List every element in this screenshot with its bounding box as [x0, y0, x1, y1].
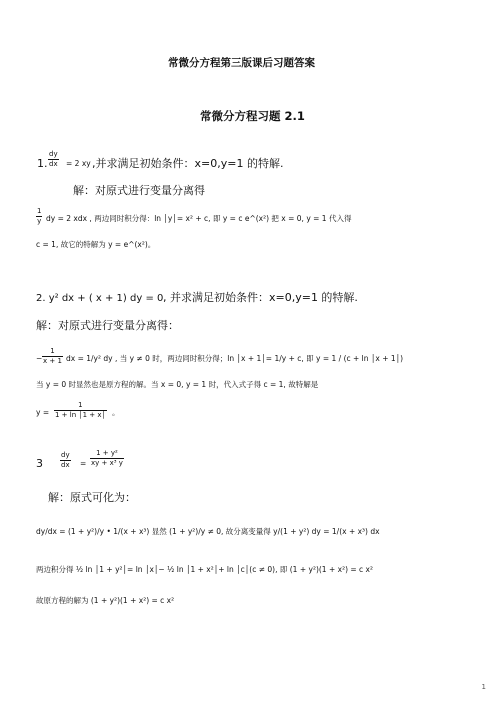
page-number: 1	[481, 683, 486, 691]
problem-3-derivative-denominator: dx	[61, 461, 70, 469]
problem-1-derivative	[48, 151, 59, 168]
problem-2-minus-sign: −	[36, 354, 43, 363]
problem-3-solution-line-3: 故原方程的解为 (1 + y²)(1 + x²) = c x²	[36, 596, 175, 605]
problem-1-solution-label: 解：对原式进行变量分离得	[73, 184, 205, 197]
problem-2-equation: 2. y² dx + ( x + 1) dy = 0	[36, 293, 164, 304]
problem-2-task: , 并求满足初始条件：x=0,y=1 的特解.	[163, 291, 358, 304]
problem-1-solution-line-1: dy = 2 xdx , 两边同时积分得：ln │y│= x² + c, 即 y = c e^(x²) 把 x = 0, y = 1 代入得	[46, 214, 352, 223]
problem-1-task: ,并求满足初始条件：x=0,y=1 的特解.	[92, 157, 284, 170]
problem-3-derivative-numerator: dy	[61, 451, 70, 459]
problem-1-fraction-numerator: 1	[37, 207, 42, 215]
problem-2-fraction	[42, 348, 63, 365]
problem-3-solution-line-1: dy/dx = (1 + y²)/y • 1/(x + x³) 显然 (1 + y²)/y ≠ 0, 故分离变量得 y/(1 + y²) dy = 1/(x + x³) dx	[36, 527, 380, 536]
problem-2-solution-denominator: 1 + ln │1 + x│	[55, 411, 106, 419]
problem-2-fraction-denominator: x + 1	[43, 357, 62, 365]
problem-3-rhs-denominator: xy + x³ y	[91, 459, 123, 467]
document-title: 常微分方程第三版课后习题答案	[168, 57, 315, 69]
problem-1-number: 1.	[37, 157, 48, 170]
problem-3-solution-label: 解：原式可化为：	[48, 491, 136, 504]
problem-2-solution-numerator: 1	[54, 402, 107, 411]
problem-1-derivative-denominator: dx	[49, 160, 58, 168]
problem-3-rhs-numerator: 1 + y²	[90, 450, 124, 459]
problem-2-solution-label: 解：对原式进行变量分离得：	[36, 319, 179, 332]
problem-1-derivative-numerator: dy	[49, 150, 58, 158]
problem-3-solution-line-2: 两边积分得 ½ ln │1 + y²│= ln │x│− ½ ln │1 + x²│+ ln │c│(c ≠ 0), 即 (1 + y²)(1 + x²) = c x²	[36, 565, 374, 574]
problem-2-fraction-numerator: 1	[42, 348, 63, 357]
problem-2-solution-fraction	[54, 402, 107, 419]
problem-3-number: 3	[36, 457, 43, 470]
problem-2-solution-line-2: 当 y = 0 时显然也是原方程的解。当 x = 0, y = 1 时，代入式子得 c = 1, 故特解是	[36, 380, 319, 389]
problem-2-solution-lhs: y =	[36, 408, 50, 417]
problem-1-fraction	[36, 208, 42, 225]
problem-1-equation-rhs: = 2 xy	[66, 159, 91, 168]
problem-3-equals-sign: =	[80, 459, 87, 468]
problem-2-solution-line-1: dx = 1/y² dy , 当 y ≠ 0 时，两边同时积分得；ln │x + 1│= 1/y + c, 即 y = 1 / (c + ln │x + 1│)	[66, 354, 404, 363]
section-heading: 常微分方程习题 2.1	[200, 109, 305, 123]
problem-3-rhs	[90, 450, 124, 467]
problem-1-solution-line-2: c = 1, 故它的特解为 y = e^(x²)。	[36, 240, 156, 249]
problem-1-fraction-denominator: y	[37, 217, 42, 225]
problem-2-solution-end: 。	[112, 408, 120, 417]
problem-3-derivative	[60, 452, 71, 469]
